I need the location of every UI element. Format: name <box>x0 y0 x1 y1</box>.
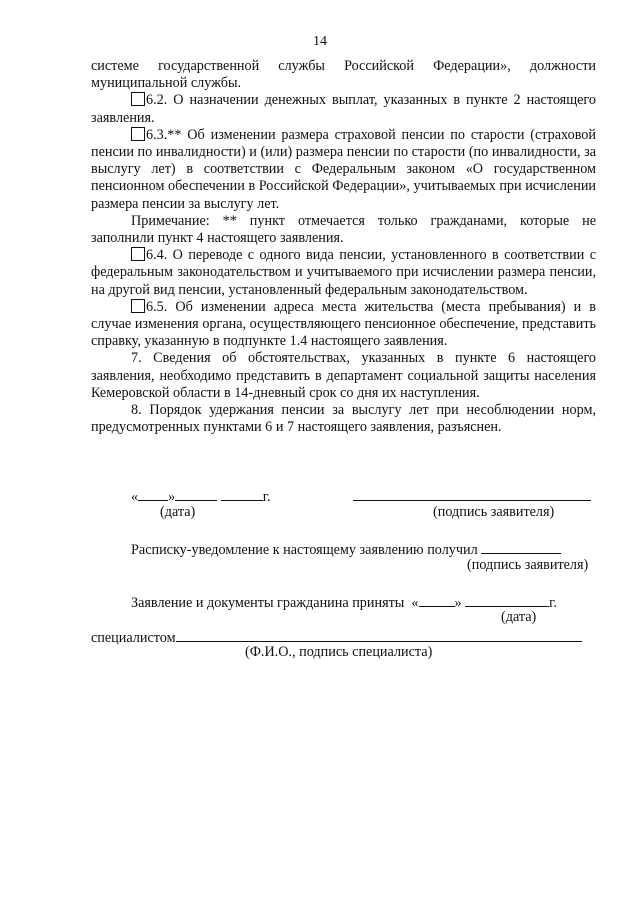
month-blank[interactable] <box>175 486 217 501</box>
paragraph-7: 7. Сведения об обстоятельствах, указанных в пункте 6 настоящего заявления, необходимо представить в департамент социальной защиты населения Кемеровской области в 14-дневный срок со дня их наступления. <box>91 350 596 401</box>
accepted-year-suffix: г. <box>549 595 557 611</box>
quote-close: » <box>168 489 176 505</box>
paragraph-6-5-text: 6.5. Об изменении адреса места жительства (места пребывания) и в случае изменения органа, осуществляющего пенсионное обеспечение, представить справку, указанную в подпункте 1.4 настоящего заявления. <box>91 298 596 350</box>
applicant-signature-row <box>353 486 591 506</box>
paragraph-6-4 <box>91 247 596 299</box>
accepted-month-year-blank[interactable] <box>465 592 549 607</box>
accepted-row <box>131 592 557 612</box>
accepted-quote-close: » <box>454 595 462 611</box>
paragraph-6-3 <box>91 127 596 213</box>
applicant-signature-blank[interactable] <box>353 486 591 501</box>
paragraph-6-2-text: 6.2. О назначении денежных выплат, указанных в пункте 2 настоящего заявления. <box>91 92 596 126</box>
receipt-text: Расписку-уведомление к настоящему заявлению получил <box>131 542 478 558</box>
applicant-signature-caption: (подпись заявителя) <box>433 504 555 520</box>
paragraph-6-2 <box>91 92 596 126</box>
checkbox-6-4[interactable] <box>131 247 145 261</box>
accepted-quote-open: « <box>411 595 419 611</box>
accepted-date-caption: (дата) <box>501 609 537 625</box>
checkbox-6-2[interactable] <box>131 92 145 106</box>
checkbox-6-5[interactable] <box>131 299 145 313</box>
receipt-row <box>131 539 561 559</box>
paragraph-civil-service: системе государственной службы Российской Федерации», должности муниципальной службы. <box>91 58 596 92</box>
paragraph-6-3-text: 6.3.** Об изменении размера страховой пенсии по старости (страховой пенсии по инвалидности) и (или) размера пенсии по старости (по инвалидности, за выслугу лет) в соответствии с Федеральным законом «О государственном пенсионном обеспечении в Российской Федерации», учитываемых при исчислении размера пенсии за выслугу лет. <box>91 126 596 212</box>
day-blank[interactable] <box>138 486 168 501</box>
accepted-day-blank[interactable] <box>419 592 455 607</box>
year-blank[interactable] <box>221 486 263 501</box>
page-number: 14 <box>313 34 327 49</box>
receipt-signature-blank[interactable] <box>481 539 561 554</box>
year-suffix: г. <box>262 489 271 505</box>
quote-open: « <box>131 489 139 505</box>
paragraph-8: 8. Порядок удержания пенсии за выслугу лет при несоблюдении норм, предусмотренных пунктами 6 и 7 настоящего заявления, разъяснен. <box>91 402 596 436</box>
date-field-row <box>131 486 271 506</box>
document-body <box>91 58 596 436</box>
paragraph-note: Примечание: ** пункт отмечается только гражданами, которые не заполнили пункт 4 настоящего заявления. <box>91 212 596 247</box>
receipt-caption: (подпись заявителя) <box>467 557 589 573</box>
specialist-label: специалистом <box>91 630 176 646</box>
checkbox-6-3[interactable] <box>131 127 145 141</box>
date-caption: (дата) <box>160 504 196 520</box>
paragraph-6-5 <box>91 299 596 351</box>
specialist-caption: (Ф.И.О., подпись специалиста) <box>245 644 433 660</box>
paragraph-6-4-text: 6.4. О переводе с одного вида пенсии, установленного в соответствии с федеральным законодательством и учитываемого при исчислении размера пенсии, на другой вид пенсии, установленный федеральным законодательством. <box>91 247 596 298</box>
accepted-text: Заявление и документы гражданина приняты <box>131 595 405 611</box>
specialist-signature-blank[interactable] <box>176 627 582 642</box>
